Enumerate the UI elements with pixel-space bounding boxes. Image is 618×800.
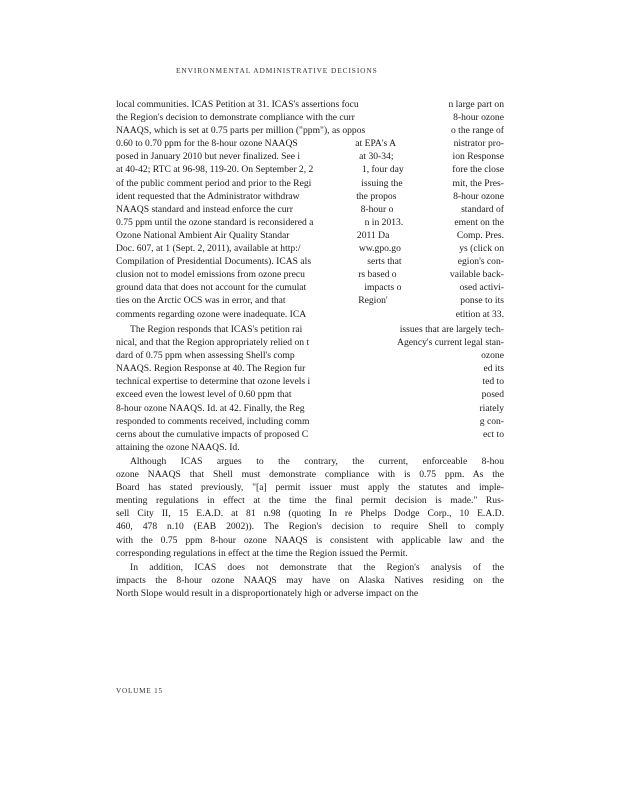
text-fragment: g con- xyxy=(479,415,504,427)
text-fragment: n in 2013. xyxy=(364,216,404,228)
text-fragment: o the range of xyxy=(450,125,504,137)
text-line xyxy=(116,323,504,336)
text-line xyxy=(116,150,504,163)
text-fragment: at EPA's A xyxy=(355,138,397,150)
text-line: Board has stated previously, "[a] permit issuer must apply the statutes and imple- xyxy=(116,482,504,494)
text-line: Although ICAS argues to the contrary, the current, enforceable 8-hou xyxy=(130,456,504,467)
text-fragment: Agency's current legal stan- xyxy=(397,337,504,349)
text-line: 460, 478 n.10 (EAB 2002)). The Region's decision to require Shell to comply xyxy=(116,521,504,533)
text-fragment: the Region's decision to demonstrate compliance with the curr xyxy=(116,112,355,124)
text-fragment: comments regarding ozone were inadequate. ICA xyxy=(116,308,307,320)
text-fragment: etition at 33. xyxy=(455,308,504,320)
text-fragment: n large part on xyxy=(448,99,504,110)
text-fragment: nistrator pro- xyxy=(453,138,504,150)
running-header: ENVIRONMENTAL ADMINISTRATIVE DECISIONS xyxy=(176,66,378,75)
text-line xyxy=(116,349,504,362)
text-fragment: issuing the xyxy=(361,177,403,189)
text-fragment: standard of xyxy=(461,203,504,215)
text-line xyxy=(116,255,504,268)
text-fragment: cerns about the cumulative impacts of proposed C xyxy=(116,428,309,440)
text-line xyxy=(116,111,504,124)
text-line xyxy=(116,242,504,255)
paragraph-2 xyxy=(116,323,504,454)
text-line xyxy=(116,308,504,321)
text-fragment: Doc. 607, at 1 (Sept. 2, 2011), available at http:/ xyxy=(116,243,301,255)
text-line xyxy=(116,216,504,229)
text-fragment: clusion not to model emissions from ozone precu xyxy=(116,269,305,281)
text-fragment: ozone xyxy=(481,350,504,362)
text-fragment: 8-hour ozone xyxy=(453,112,504,124)
text-line: corresponding regulations in effect at the time the Region issued the Permit. xyxy=(116,547,408,559)
text-line xyxy=(116,203,504,216)
text-fragment: local communities. ICAS Petition at 31. ICAS's assertions focu xyxy=(116,99,359,110)
text-fragment: ties on the Arctic OCS was in error, and that xyxy=(116,295,286,307)
text-fragment: fore the close xyxy=(452,164,504,176)
text-fragment: 2011 Da xyxy=(356,229,390,241)
text-fragment: The Region responds that ICAS's petition rai xyxy=(130,324,303,335)
text-line xyxy=(116,124,504,137)
text-line: impacts the 8-hour ozone NAAQS may have on Alaska Natives residing on the xyxy=(116,575,504,587)
text-line: sell City II, 15 E.A.D. at 81 n.98 (quoting In re Phelps Dodge Corp., 10 E.A.D. xyxy=(116,508,504,520)
text-fragment: nical, and that the Region appropriately relied on t xyxy=(116,337,310,349)
text-fragment: Comp. Pres. xyxy=(456,229,504,241)
text-fragment: NAAQS. Region Response at 40. The Region fur xyxy=(116,363,306,375)
text-fragment: Region' xyxy=(358,295,388,307)
text-line xyxy=(116,281,504,294)
text-fragment: responded to comments received, including comm xyxy=(116,415,310,427)
text-line xyxy=(116,268,504,281)
text-fragment: dard of 0.75 ppm when assessing Shell's comp xyxy=(116,350,295,362)
text-fragment: rs based o xyxy=(358,269,397,281)
text-fragment: Compilation of Presidential Documents). ICAS als xyxy=(116,256,312,268)
paragraph-1 xyxy=(116,98,504,321)
text-fragment: ect to xyxy=(482,428,504,440)
text-fragment: at 40-42; RTC at 96-98, 119-20. On September 2, 2 xyxy=(116,164,314,176)
text-fragment: 0.75 ppm until the ozone standard is reconsidered a xyxy=(116,216,314,228)
text-fragment: NAAQS, which is set at 0.75 parts per million ("ppm"), as oppos xyxy=(116,125,366,137)
text-fragment: mit, the Pres- xyxy=(452,177,504,189)
paragraph-4 xyxy=(116,561,504,600)
text-fragment: ed its xyxy=(483,363,504,375)
text-fragment: egion's con- xyxy=(457,256,504,268)
text-line xyxy=(116,402,504,415)
text-fragment: ement on the xyxy=(454,216,504,228)
text-line xyxy=(116,428,504,441)
text-fragment: ted to xyxy=(482,376,504,388)
text-line xyxy=(116,98,504,111)
text-line xyxy=(116,441,504,454)
text-fragment: ponse to its xyxy=(460,295,504,307)
text-fragment: 0.60 to 0.70 ppm for the 8-hour ozone NAAQS xyxy=(116,138,298,150)
text-line xyxy=(116,177,504,190)
text-fragment: riately xyxy=(479,402,504,414)
paragraph-3 xyxy=(116,455,504,560)
text-fragment: ww.gpo.go xyxy=(358,243,401,255)
text-fragment: 1, four day xyxy=(361,164,404,176)
text-fragment: the propos xyxy=(356,190,397,202)
text-line: ozone NAAQS that Shell must demonstrate compliance with is 0.75 ppm. As the xyxy=(116,469,504,481)
text-fragment: technical expertise to determine that ozone levels i xyxy=(116,376,311,388)
text-fragment: exceed even the lowest level of 0.60 ppm that xyxy=(116,389,292,401)
text-fragment: ground data that does not account for the cumulat xyxy=(116,282,307,294)
text-fragment: at 30-34; xyxy=(359,151,394,163)
text-fragment: 8-hour ozone NAAQS. Id. at 42. Finally, the Reg xyxy=(116,402,305,414)
text-fragment: ident requested that the Administrator withdraw xyxy=(116,190,300,202)
text-line: with the 0.75 ppm 8-hour ozone NAAQS is consistent with applicable law and the xyxy=(116,534,504,546)
text-line xyxy=(116,362,504,375)
text-fragment: osed activi- xyxy=(459,282,504,294)
text-line xyxy=(116,375,504,388)
text-line xyxy=(116,388,504,401)
text-line: menting regulations in effect at the time the final permit decision is made." Rus- xyxy=(116,495,504,507)
text-fragment: ion Response xyxy=(452,151,504,163)
text-fragment: vailable back- xyxy=(449,269,504,281)
text-fragment: posed xyxy=(481,389,504,401)
text-fragment: ys (click on xyxy=(459,243,504,255)
text-line xyxy=(116,137,504,150)
text-fragment: impacts o xyxy=(364,282,402,294)
text-fragment: 8-hour o xyxy=(360,203,394,215)
text-line xyxy=(116,190,504,203)
text-fragment: attaining the ozone NAAQS. Id. xyxy=(116,441,240,453)
volume-footer: VOLUME 15 xyxy=(116,687,163,695)
text-line xyxy=(116,336,504,349)
text-fragment: Ozone National Ambient Air Quality Standar xyxy=(116,229,290,241)
text-fragment: of the public comment period and prior to the Regi xyxy=(116,177,312,189)
text-line xyxy=(116,415,504,428)
text-line: In addition, ICAS does not demonstrate that the Region's analysis of the xyxy=(130,562,504,573)
text-line xyxy=(116,229,504,242)
text-fragment: 8-hour ozone xyxy=(453,190,504,202)
text-fragment: NAAQS standard and instead enforce the curr xyxy=(116,203,293,215)
text-fragment: serts that xyxy=(367,256,402,268)
text-line: North Slope would result in a disproportionately high or adverse impact on the xyxy=(116,588,419,600)
text-line xyxy=(116,294,504,307)
text-fragment: posed in January 2010 but never finalized. See i xyxy=(116,151,301,163)
text-line xyxy=(116,163,504,176)
text-fragment: issues that are largely tech- xyxy=(399,324,504,335)
